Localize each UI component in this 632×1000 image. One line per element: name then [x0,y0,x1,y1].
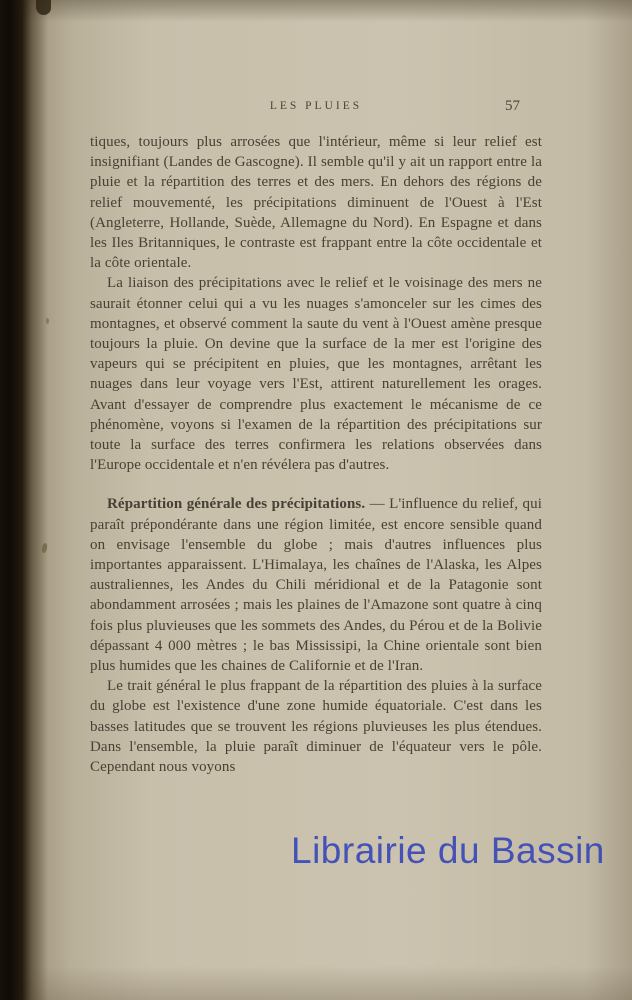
paragraph [90,132,542,273]
section-heading: Répartition générale des précipitations. [107,496,366,513]
body-text [90,132,542,777]
paragraph-text: Le trait général le plus frappant de la répartition des pluies à la surface du globe est l'existence d'une zone humide équatoriale. C'est dans les basses latitudes que se trouvent les régions pluvieuses les plus étendues. Dans l'ensemble, la pluie paraît diminuer de l'équateur vers le pôle. Cependant nous voyons [90,678,542,776]
paragraph-text: La liaison des précipitations avec le relief et le voisinage des mers ne saurait étonner celui qui a vu les nuages s'amonceler sur les cimes des montagnes, et observé comment la saute du vent à l'Ouest amène presque toujours la pluie. On devine que la surface de la mer est l'origine des vapeurs qui se précipitent en pluies, que les montagnes, arrêtant les nuages dans leur voyage vers l'Est, attirent naturellement les orages. Avant d'essayer de comprendre plus exactement le mécanisme de ce phénomène, voyons si l'examen de la répartition des précipitations sur toute la surface des terres confirmera les relations observées dans l'Europe occidentale et n'en révélera pas d'autres. [90,275,542,474]
running-header-title: LES PLUIES [269,100,363,112]
running-header [90,98,542,124]
photo-artifact [46,318,49,324]
page-number: 57 [505,98,520,114]
book-binding-shadow [0,0,48,1000]
photo-artifact [36,0,51,15]
paragraph-text: tiques, toujours plus arrosées que l'intérieur, même si leur relief est insignifiant (Landes de Gascogne). Il semble qu'il y ait un rapport entre la pluie et la répartition des terres et des mers. En dehors des régions de relief mouvementé, les précipitations diminuent de l'Ouest à l'Est (Angleterre, Hollande, Suède, Allemagne du Nord). En Espagne et dans les Iles Britanniques, le contraste est frappant entre la côte occidentale et la côte orientale. [90,134,542,272]
paragraph [90,676,542,777]
paragraph [90,273,542,475]
paragraph-text: — L'influence du relief, qui paraît prépondérante dans une région limitée, est encore sensible quand on envisage l'ensemble du globe ; mais d'autres influences plus importantes apparaissent. L'Himalaya, les chaînes de l'Alaska, les Alpes australiennes, les Andes du Chili méridional et de la Patagonie sont abondamment arrosées ; mais les plaines de l'Amazone sont quatre à cinq fois plus pluvieuses que les sommets des Andes, du Pérou et de la Bolivie dépassant 4 000 mètres ; le bas Mississipi, la Chine orientale sont bien plus humides que les chaines de Californie et de l'Iran. [90,496,542,675]
page-content [90,98,542,777]
watermark: Librairie du Bassin [291,830,605,871]
paragraph [90,494,542,676]
